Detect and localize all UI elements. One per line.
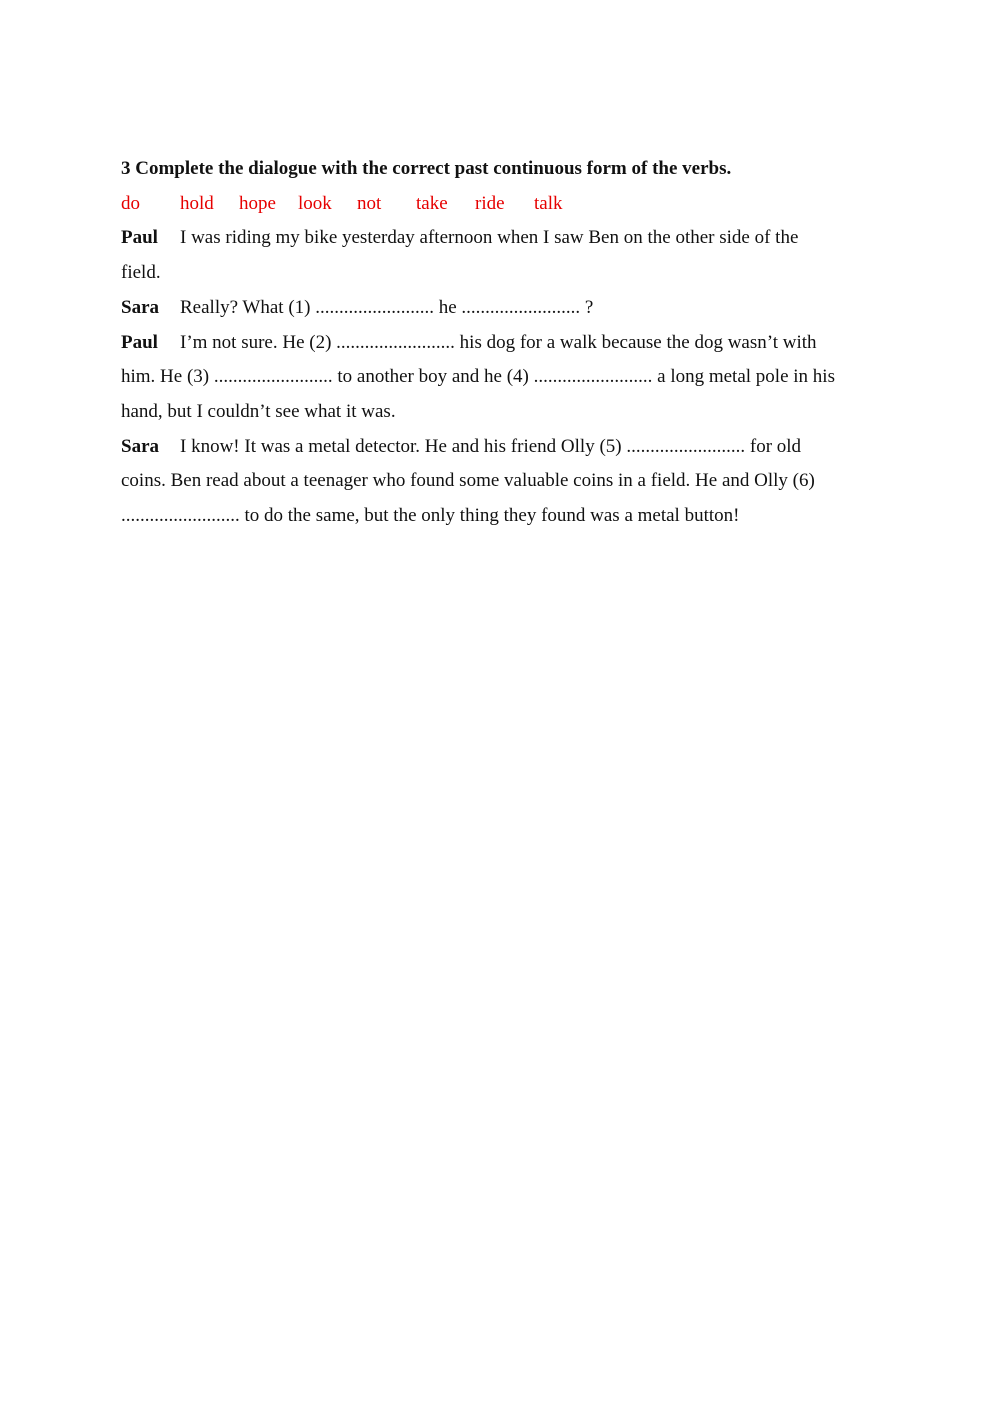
dialogue-line bbox=[121, 430, 891, 465]
word-bank-item-look: look bbox=[298, 192, 332, 214]
speaker-name: Paul bbox=[121, 227, 158, 249]
word-bank-item-hope: hope bbox=[239, 192, 276, 214]
dialogue-line bbox=[121, 499, 891, 534]
dialogue-text: field. bbox=[121, 262, 161, 284]
word-bank bbox=[121, 187, 891, 222]
dialogue-text: Really? What (1) ......................... he ......................... ? bbox=[180, 296, 594, 318]
dialogue-text: hand, but I couldn’t see what it was. bbox=[121, 400, 396, 422]
dialogue-text: I’m not sure. He (2) ......................... his dog for a walk because the dog wasn’t with bbox=[180, 331, 817, 353]
worksheet bbox=[121, 152, 891, 534]
dialogue-line bbox=[121, 326, 891, 361]
speaker-name: Sara bbox=[121, 435, 159, 457]
word-bank-item-not: not bbox=[357, 192, 382, 214]
word-bank-item-talk: talk bbox=[534, 192, 563, 214]
dialogue-line bbox=[121, 464, 891, 499]
dialogue-text: I was riding my bike yesterday afternoon when I saw Ben on the other side of the bbox=[180, 227, 799, 249]
dialogue-line bbox=[121, 221, 891, 256]
dialogue-text: I know! It was a metal detector. He and his friend Olly (5) ......................... for old bbox=[180, 435, 802, 457]
word-bank-item-ride: ride bbox=[475, 192, 505, 214]
dialogue-line bbox=[121, 395, 891, 430]
dialogue-text: him. He (3) ......................... to another boy and he (4) ......................... a long metal pole in his bbox=[121, 366, 835, 388]
speaker-name: Paul bbox=[121, 331, 158, 353]
word-bank-item-take: take bbox=[416, 192, 448, 214]
word-bank-item-hold: hold bbox=[180, 192, 214, 214]
dialogue-line bbox=[121, 360, 891, 395]
exercise-instruction: 3 Complete the dialogue with the correct past continuous form of the verbs. bbox=[121, 158, 732, 179]
dialogue-text: ......................... to do the same, but the only thing they found was a metal button! bbox=[121, 505, 740, 527]
dialogue-line bbox=[121, 291, 891, 326]
dialogue-line bbox=[121, 256, 891, 291]
speaker-name: Sara bbox=[121, 296, 159, 318]
dialogue-text: coins. Ben read about a teenager who found some valuable coins in a field. He and Olly (6) bbox=[121, 470, 815, 492]
word-bank-item-do: do bbox=[121, 192, 140, 214]
